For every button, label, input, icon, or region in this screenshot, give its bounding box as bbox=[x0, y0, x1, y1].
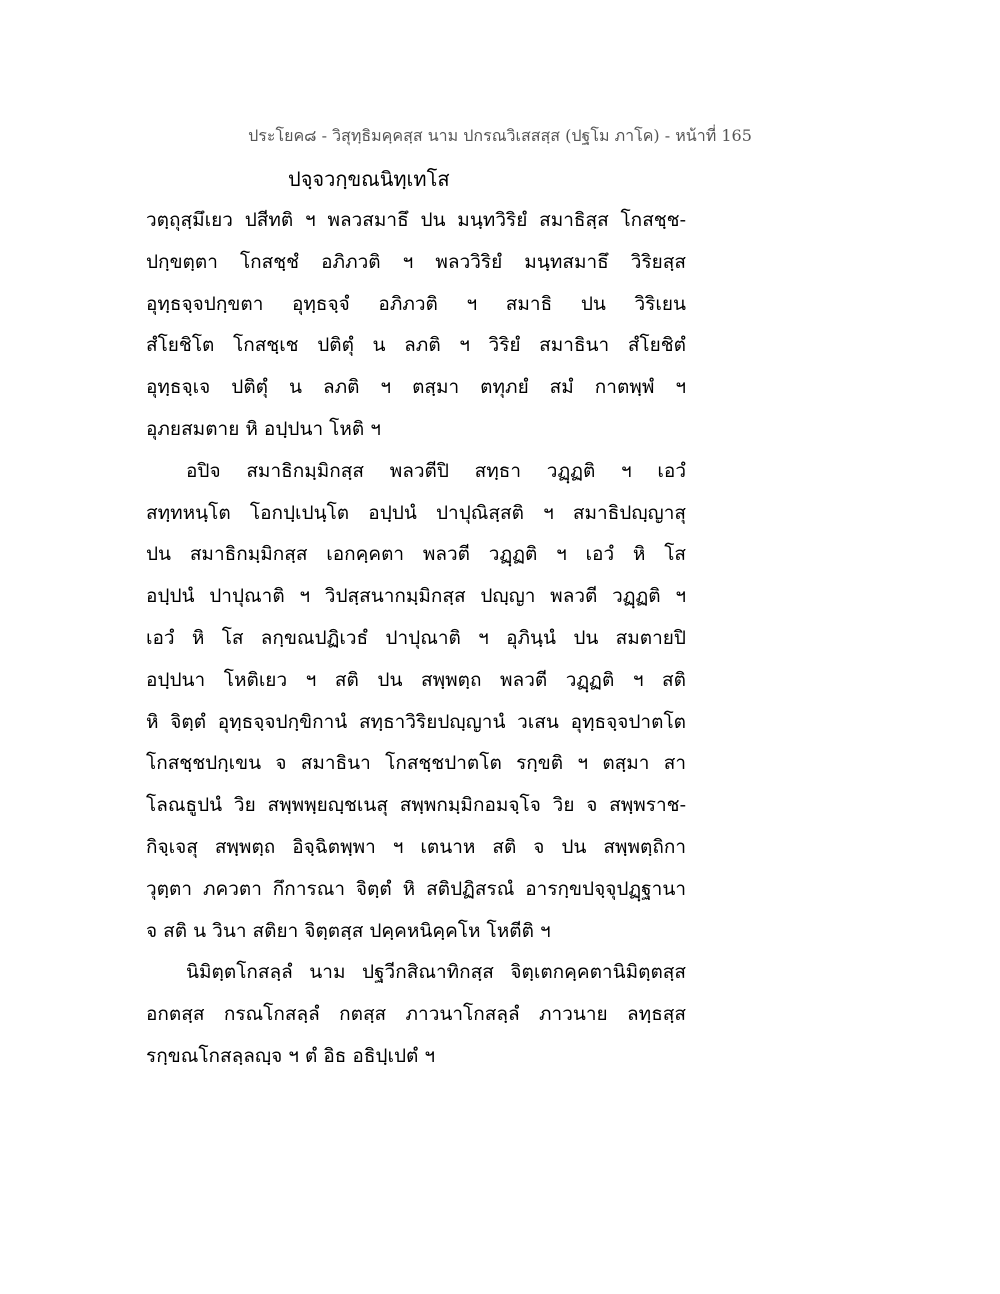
text-line: อกตสฺส กรณโกสลฺลํ กตสฺส ภาวนาโกสลฺลํ ภาวนาย ลทฺธสฺส bbox=[146, 1003, 686, 1026]
paragraph-first-line: นิมิตฺตโกสลฺลํ นาม ปฐวีกสิณาทิกสฺส จิตฺเตกคฺคตานิมิตฺตสฺส bbox=[186, 961, 686, 984]
text-line: อุทฺธจฺจปกฺขตา อุทฺธจฺจํ อภิภวติ ฯ สมาธิ ปน วิริเยน bbox=[146, 292, 686, 315]
running-header: ประโยค๘ - วิสุทฺธิมคฺคสฺส นาม ปกรณวิเสสสฺส (ปฐโม ภาโค) - หน้าที่ 165 bbox=[248, 126, 752, 145]
text-line: โลณธูปนํ วิย สพฺพพฺยญฺชเนสุ สพฺพกมฺมิกอมจฺโจ วิย จ สพฺพราช- bbox=[146, 794, 686, 817]
text-line: ปน สมาธิกมฺมิกสฺส เอกคฺคตา พลวตี วฏฺฏติ ฯ เอวํ หิ โส bbox=[146, 543, 686, 566]
text-line: สทฺทหนฺโต โอกปฺเปนฺโต อปฺปนํ ปาปุณิสฺสติ ฯ สมาธิปญฺญาสุ bbox=[146, 501, 686, 524]
text-line: อปฺปนํ ปาปุณาติ ฯ วิปสฺสนากมฺมิกสฺส ปญฺญา พลวตี วฏฺฏติ ฯ bbox=[146, 585, 686, 608]
text-line: เอวํ หิ โส ลกฺขณปฏิเวธํ ปาปุณาติ ฯ อุภินฺนํ ปน สมตายปิ bbox=[146, 626, 686, 649]
text-line: หิ จิตฺตํ อุทฺธจฺจปกฺขิกานํ สทฺธาวิริยปญฺญานํ วเสน อุทฺธจฺจปาตโต bbox=[146, 710, 686, 733]
text-line: โกสชฺชปกฺเขน จ สมาธินา โกสชฺชปาตโต รกฺขติ ฯ ตสฺมา สา bbox=[146, 752, 686, 775]
text-line: กิจฺเจสุ สพฺพตฺถ อิจฺฉิตพฺพา ฯ เตนาห สติ จ ปน สพฺพตฺถิกา bbox=[146, 835, 686, 858]
text-line: รกฺขณโกสลฺลญฺจ ฯ ตํ อิธ อธิปฺเปตํ ฯ bbox=[146, 1044, 436, 1067]
section-title: ปจฺจวกฺขณนิทฺเทโส bbox=[288, 167, 450, 191]
text-line: สํโยชิโต โกสชฺเช ปติตุํ น ลภติ ฯ วิริยํ สมาธินา สํโยชิตํ bbox=[146, 334, 686, 357]
text-line: อุภยสมตาย หิ อปฺปนา โหติ ฯ bbox=[146, 417, 381, 440]
text-line: วตฺถุสฺมึเยว ปสีทติ ฯ พลวสมาธึ ปน มนฺทวิริยํ สมาธิสฺส โกสชฺช- bbox=[146, 209, 686, 231]
text-line: อุทฺธจฺเจ ปติตุํ น ลภติ ฯ ตสฺมา ตทุภยํ สมํ กาตพฺพํ ฯ bbox=[146, 376, 686, 399]
text-line: ปกฺขตฺตา โกสชฺชํ อภิภวติ ฯ พลววิริยํ มนฺทสมาธึ วิริยสฺส bbox=[146, 250, 686, 273]
paragraph-first-line: อปิจ สมาธิกมฺมิกสฺส พลวตีปิ สทฺธา วฏฺฏติ ฯ เอวํ bbox=[186, 459, 686, 482]
body-text bbox=[146, 200, 686, 1078]
text-line: จ สติ น วินา สติยา จิตฺตสฺส ปคฺคหนิคฺคโห โหตีติ ฯ bbox=[146, 919, 551, 942]
text-line: อปฺปนา โหติเยว ฯ สติ ปน สพฺพตฺถ พลวตี วฏฺฏติ ฯ สติ bbox=[146, 668, 686, 691]
text-line: วุตฺตา ภควตา กึการณา จิตฺตํ หิ สติปฏิสรณํ อารกฺขปจฺจุปฏฺฐานา bbox=[146, 877, 686, 900]
